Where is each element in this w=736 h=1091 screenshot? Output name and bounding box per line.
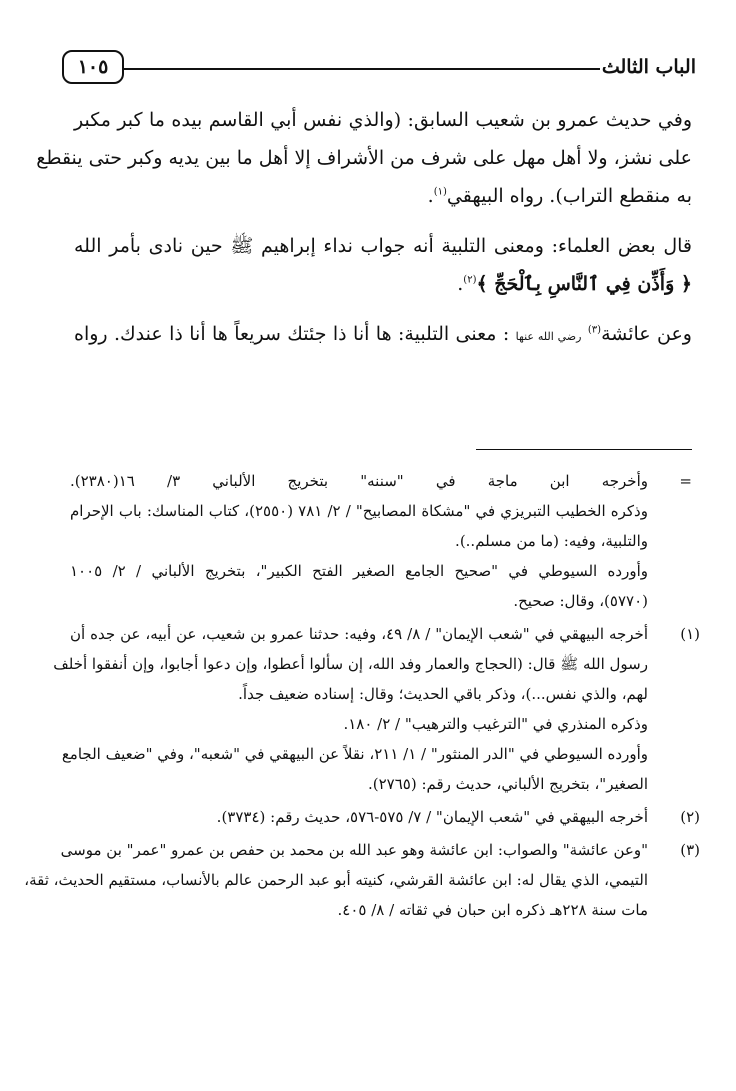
footnote-line: "وعن عائشة" والصواب: ابن عائشة وهو عبد الله بن محمد بن حفص بن عمرو "عمر" بن موسى bbox=[60, 841, 648, 859]
main-text bbox=[36, 101, 692, 353]
footnote-number: (٣) bbox=[680, 841, 700, 859]
footnote-continuation bbox=[70, 466, 700, 616]
footnote-line: وأورده السيوطي في "الدر المنثور" / ١/ ٢١١، نقلاً عن البيهقي في "شعبه"، وفي "ضعيف الجامع bbox=[61, 745, 648, 763]
footnote-line: (٥٧٧٠)، وقال: صحيح. bbox=[513, 592, 648, 610]
chapter-title: الباب الثالث bbox=[601, 56, 696, 78]
footnote-line: والتلبية، وفيه: (ما من مسلم..). bbox=[455, 532, 648, 550]
footnote-number: (١) bbox=[680, 625, 700, 643]
main-line: به منقطع التراب). رواه البيهقي$^{(١)}$. bbox=[427, 185, 692, 207]
footnote-2 bbox=[70, 802, 700, 832]
quran-verse: ﴿ وَأَذِّن فِي ٱلنَّاسِ بِٱلْحَجِّ ﴾ bbox=[476, 273, 692, 295]
footnote-ref: (٢) bbox=[463, 274, 477, 286]
footnote-line: وذكره المنذري في "الترغيب والترهيب" / ٢/ ١٨٠. bbox=[343, 715, 648, 733]
footnote-line: التيمي، الذي يقال له: ابن عائشة القرشي، كنيته أبو عبد الرحمن عالم بالأنساب، مستقيم الحديث، ثقة، bbox=[24, 871, 648, 889]
header-rule bbox=[124, 68, 600, 70]
honorific: رضي الله عنها bbox=[515, 330, 582, 343]
main-line-text: وعن عائشة bbox=[601, 323, 692, 345]
footnote-line: وأخرجه ابن ماجة في "سننه" بتخريج الألباني ٣/ ١٦(٢٣٨٠). bbox=[70, 472, 648, 490]
footnote-continuation-mark: = bbox=[679, 472, 692, 490]
footnote-3 bbox=[24, 835, 700, 925]
main-line-text: : معنى التلبية: ها أنا ذا جئتك سريعاً ها أنا ذا عندك. رواه bbox=[74, 323, 510, 345]
footnote-1 bbox=[53, 619, 700, 799]
footnote-separator bbox=[476, 449, 692, 450]
main-line-text: به منقطع التراب). رواه البيهقي bbox=[446, 185, 692, 207]
footnote-line: وذكره الخطيب التبريزي في "مشكاة المصابيح" / ٢/ ٧٨١ (٢٥٥٠)، كتاب المناسك: باب الإحرام bbox=[70, 502, 648, 520]
page-header bbox=[62, 46, 696, 94]
main-line bbox=[74, 315, 692, 353]
main-line: على نشز، ولا أهل مهل على شرف من الأشراف إلا أهل ما بين يديه وكبر حتى ينقطع bbox=[36, 147, 692, 169]
main-line: وفي حديث عمرو بن شعيب السابق: (والذي نفس أبي القاسم بيده ما كبر مكبر bbox=[74, 109, 692, 131]
footnote-line: أخرجه البيهقي في "شعب الإيمان" / ٨/ ٤٩، وفيه: حدثنا عمرو بن شعيب، عن أبيه، عن جده أن bbox=[70, 625, 648, 643]
main-line: قال بعض العلماء: ومعنى التلبية أنه جواب نداء إبراهيم ﷺ حين نادى بأمر الله bbox=[74, 235, 692, 257]
main-line: ﴿ وَأَذِّن فِي ٱلنَّاسِ بِٱلْحَجِّ ﴾$^{(٢)}$. bbox=[457, 273, 692, 295]
footnote-line: أخرجه البيهقي في "شعب الإيمان" / ٧/ ٥٧٥-٥٧٦، حديث رقم: (٣٧٣٤). bbox=[216, 808, 648, 826]
footnote-line: لهم، والذي نفس...)، وذكر باقي الحديث؛ وقال: إسناده ضعيف جداً. bbox=[238, 685, 648, 703]
footnotes bbox=[24, 466, 700, 925]
footnote-number: (٢) bbox=[680, 808, 700, 826]
footnote-line: رسول الله ﷺ قال: (الحجاج والعمار وفد الله، إن سألوا أعطوا، وإن دعوا أجابوا، وإن أنفقوا أخلف bbox=[53, 655, 648, 673]
footnote-line: الصغير"، بتخريج الألباني، حديث رقم: (٢٧٦٥). bbox=[367, 775, 648, 793]
footnote-line: وأورده السيوطي في "صحيح الجامع الصغير الفتح الكبير"، بتخريج الألباني / ٢/ ١٠٠٥ bbox=[70, 562, 648, 580]
footnote-line: مات سنة ٢٢٨هـ ذكره ابن حبان في ثقاته / ٨/ ٤٠٥. bbox=[337, 901, 648, 919]
footnote-ref: (١) bbox=[433, 186, 447, 198]
page-number: ١٠٥ bbox=[62, 50, 124, 84]
footnote-ref: (٣) bbox=[587, 324, 602, 336]
